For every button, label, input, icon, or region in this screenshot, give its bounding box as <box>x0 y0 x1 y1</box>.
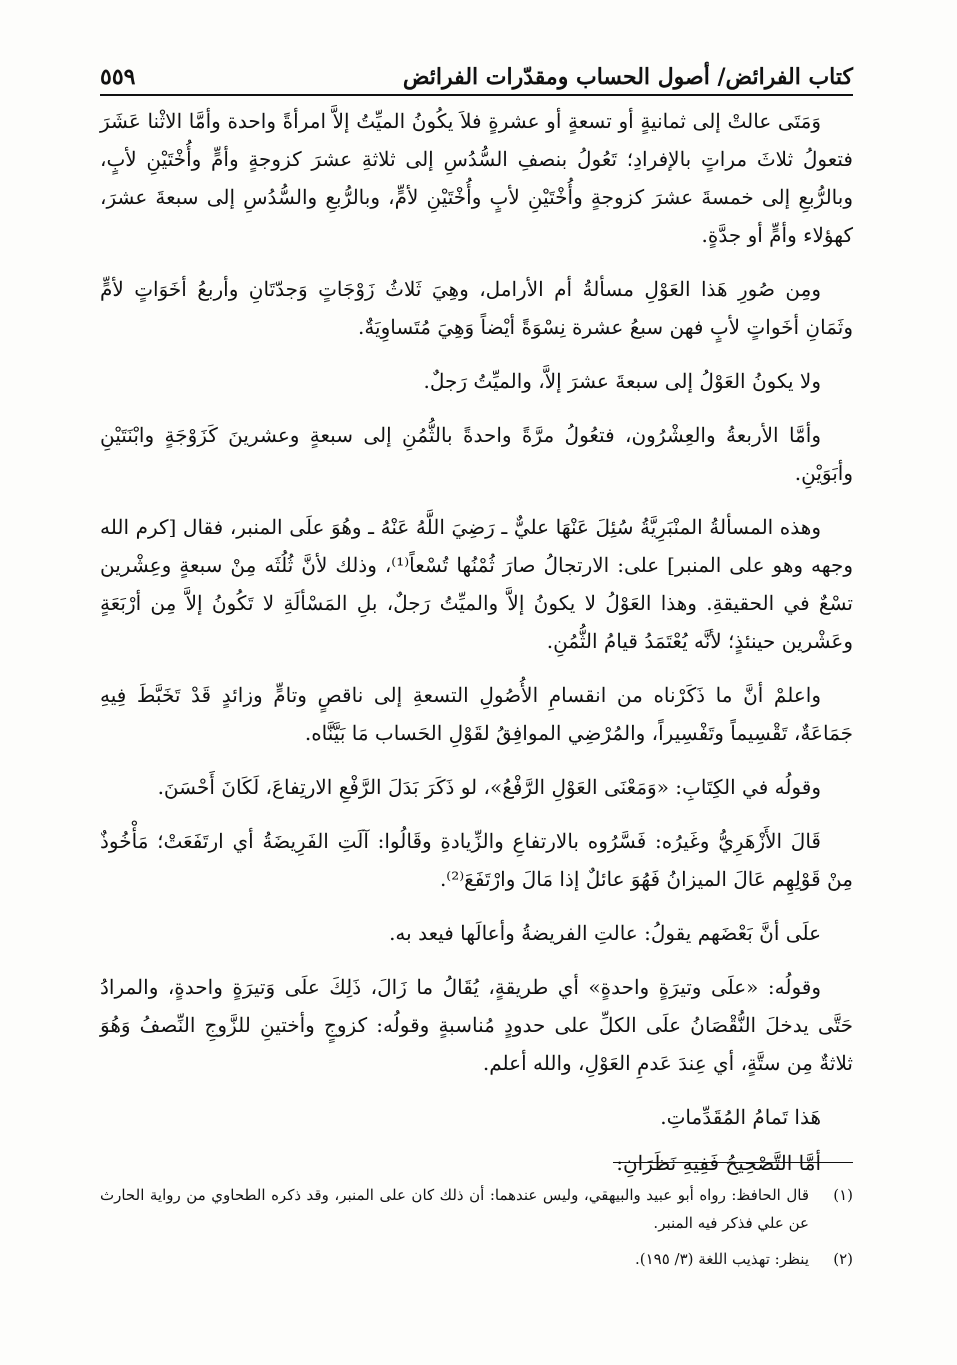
footnote-text: ينظر: تهذيب اللغة (٣/ ١٩٥). <box>634 1250 809 1268</box>
footnote-1 <box>100 1181 853 1237</box>
footnote-2 <box>100 1245 853 1273</box>
footnote-number: (٢) <box>833 1250 853 1268</box>
footnote-divider <box>613 1162 853 1163</box>
footnote-number: (١) <box>833 1186 853 1204</box>
paragraph-7: وقولُه في الكِتَابِ: «وَمَعْنَى العَوْلِ الرَّفْعُ»، لو ذَكَرَ بَدَلَ الرَّفْعِ الارتِفاعَ، لَكَانَ أَحْسَنَ. <box>157 775 821 799</box>
paragraph-8: قَالَ الأَزْهَرِيُّ وغَيرُه: فَسَّرُوه بالارتفاعِ والزِّيادةِ وقَالُوا: آلَتِ الفَرِيضَةُ أي ارتَفَعَتْ؛ مَأْخُوذٌ مِنْ قَوْلِهِم عَالَ الميزانُ فَهُوَ عائلٌ إذا مَالَ وارْتَفَعَ⁽²⁾. <box>100 829 853 891</box>
footnote-text: قال الحافظ: رواه أبو عبيد والبيهقي، وليس عندهما: أن ذلك كان على المنبر، وقد ذكره الطحاوي من رواية الحارث عن علي فذكر فيه المنبر. <box>100 1186 809 1232</box>
footnotes <box>100 1162 853 1281</box>
page-header <box>100 50 853 96</box>
paragraph-6: واعلمْ أنَّ ما ذَكَرْناه من انقسامِ الأُصُولِ التسعةِ إلى ناقصٍ وتامٍّ وزائدٍ قَدْ تَخَبَّطَ فِيهِ جَمَاعَةٌ، تَقْسِيماً وتَفْسِيراً، والمُرْضِي الموافِقُ لقَوْلِ الحَساب مَا بَيَّنَّاه. <box>100 683 853 745</box>
paragraph-2: ومِن صُورِ هَذا العَوْلِ مسألةُ أم الأرامل، وهِيَ ثَلاثُ زَوْجَاتٍ وَجدّتَانِ وأربعُ أخَوَاتٍ لأمٍّ وثَمَانِ أخَواتٍ لأبٍ فهن سبعُ عشرة نِسْوَةً أيْضاً وَهِيَ مُتَساوِيَةٌ. <box>100 277 853 339</box>
paragraph-5: وهذه المسألةُ المنْبَرِيَّةُ سُئِلَ عَنْهَا عليٌّ ـ رَضِيَ اللَّهُ عَنْهُ ـ وهُوَ علَى المنبر، فقال [كرم الله وجهه وهو على المنبر] على: الارتجالُ صارَ ثُمْنُها تُسْعاً⁽¹⁾، وذلك لأنَّ ثُلُثَه مِنْ سبعةٍ وعِشْرين تسْعٌ في الحقيقةِ. وهذا العَوْلُ لا يكونُ إلاَّ والميِّتُ رَجلٌ، بلِ المَسْألَةِ لا تَكُونُ إلاَّ مِن أرْبَعَةٍ وعَشْرين حينئذٍ؛ لأنَّه يُعْتَمَدُ قيامُ الثُّمُنِ. <box>100 515 853 653</box>
paragraph-9: علَى أنَّ بَعْضَهم يقولُ: عالتِ الفريضةُ وأعالَها فيعد به. <box>389 921 821 945</box>
paragraph-3: ولا يكونُ العَوْلُ إلى سبعةَ عشرَ إلاَّ، والميِّتُ رَجلٌ. <box>423 369 821 393</box>
main-text <box>100 102 853 1190</box>
running-title: كتاب الفرائض/ أصول الحساب ومقدّرات الفرائض <box>402 64 853 90</box>
paragraph-1: وَمَتَى عالتْ إلى ثمانيةٍ أو تسعةٍ أو عشرةٍ فلاَ يكُونُ الميِّتُ إلاَّ امرأةً واحدة وأمَّا الاثْنا عَشَرَ فتعولُ ثلاثَ مراتٍ بالإفرادِ؛ تَعُولُ بنصفِ السُّدُسِ إلى ثلاثةِ عشرَ كزوجةٍ وأمٍّ وأُخْتَيْنِ لأبٍ، وبالرُّبعِ إلى خمسةَ عشرَ كزوجةٍ وأُخْتَيْنِ لأبٍ وأُخْتَيْنِ لأمٍّ، وبالرُّبعِ والسُّدُسِ إلى سبعةَ عشرَ، كهؤلاء وأمٍّ أو جدَّةٍ. <box>100 109 854 247</box>
paragraph-4: وأمَّا الأربعةُ والعِشْرُون، فتعُولُ مرَّةً واحدةً بالثُّمُنِ إلى سبعةٍ وعشرينَ كَزَوْجَةٍ وابْنَتَيْنِ وأبَوَيْنِ. <box>100 423 853 485</box>
page-number: ٥٥٩ <box>100 64 136 90</box>
paragraph-10: وقولُه: «علَى وتيرَةٍ واحدةٍ» أي طريقةٍ، يُقَالُ ما زَالَ، ذَلِكَ علَى وَتيرَةٍ واحدةٍ، والمرادُ حَتَّى يدخلَ النُّقْصَانُ علَى الكلِّ على حدودٍ مُناسبةٍ وقولُه: كزوجٍ وأختينِ للزَّوجِ النِّصفُ وَهُوَ ثلاثةٌ مِن ستَّةٍ، أي عِندَ عَدمِ العَوْلِ، والله أعلم. <box>100 975 853 1075</box>
paragraph-11: هَذا تَمامُ المُقَدِّماتِ. <box>660 1105 821 1129</box>
paragraph-12: أمَّا التَّصْحِيحُ فَفِيهِ نَظَرَانِ: <box>616 1151 821 1175</box>
